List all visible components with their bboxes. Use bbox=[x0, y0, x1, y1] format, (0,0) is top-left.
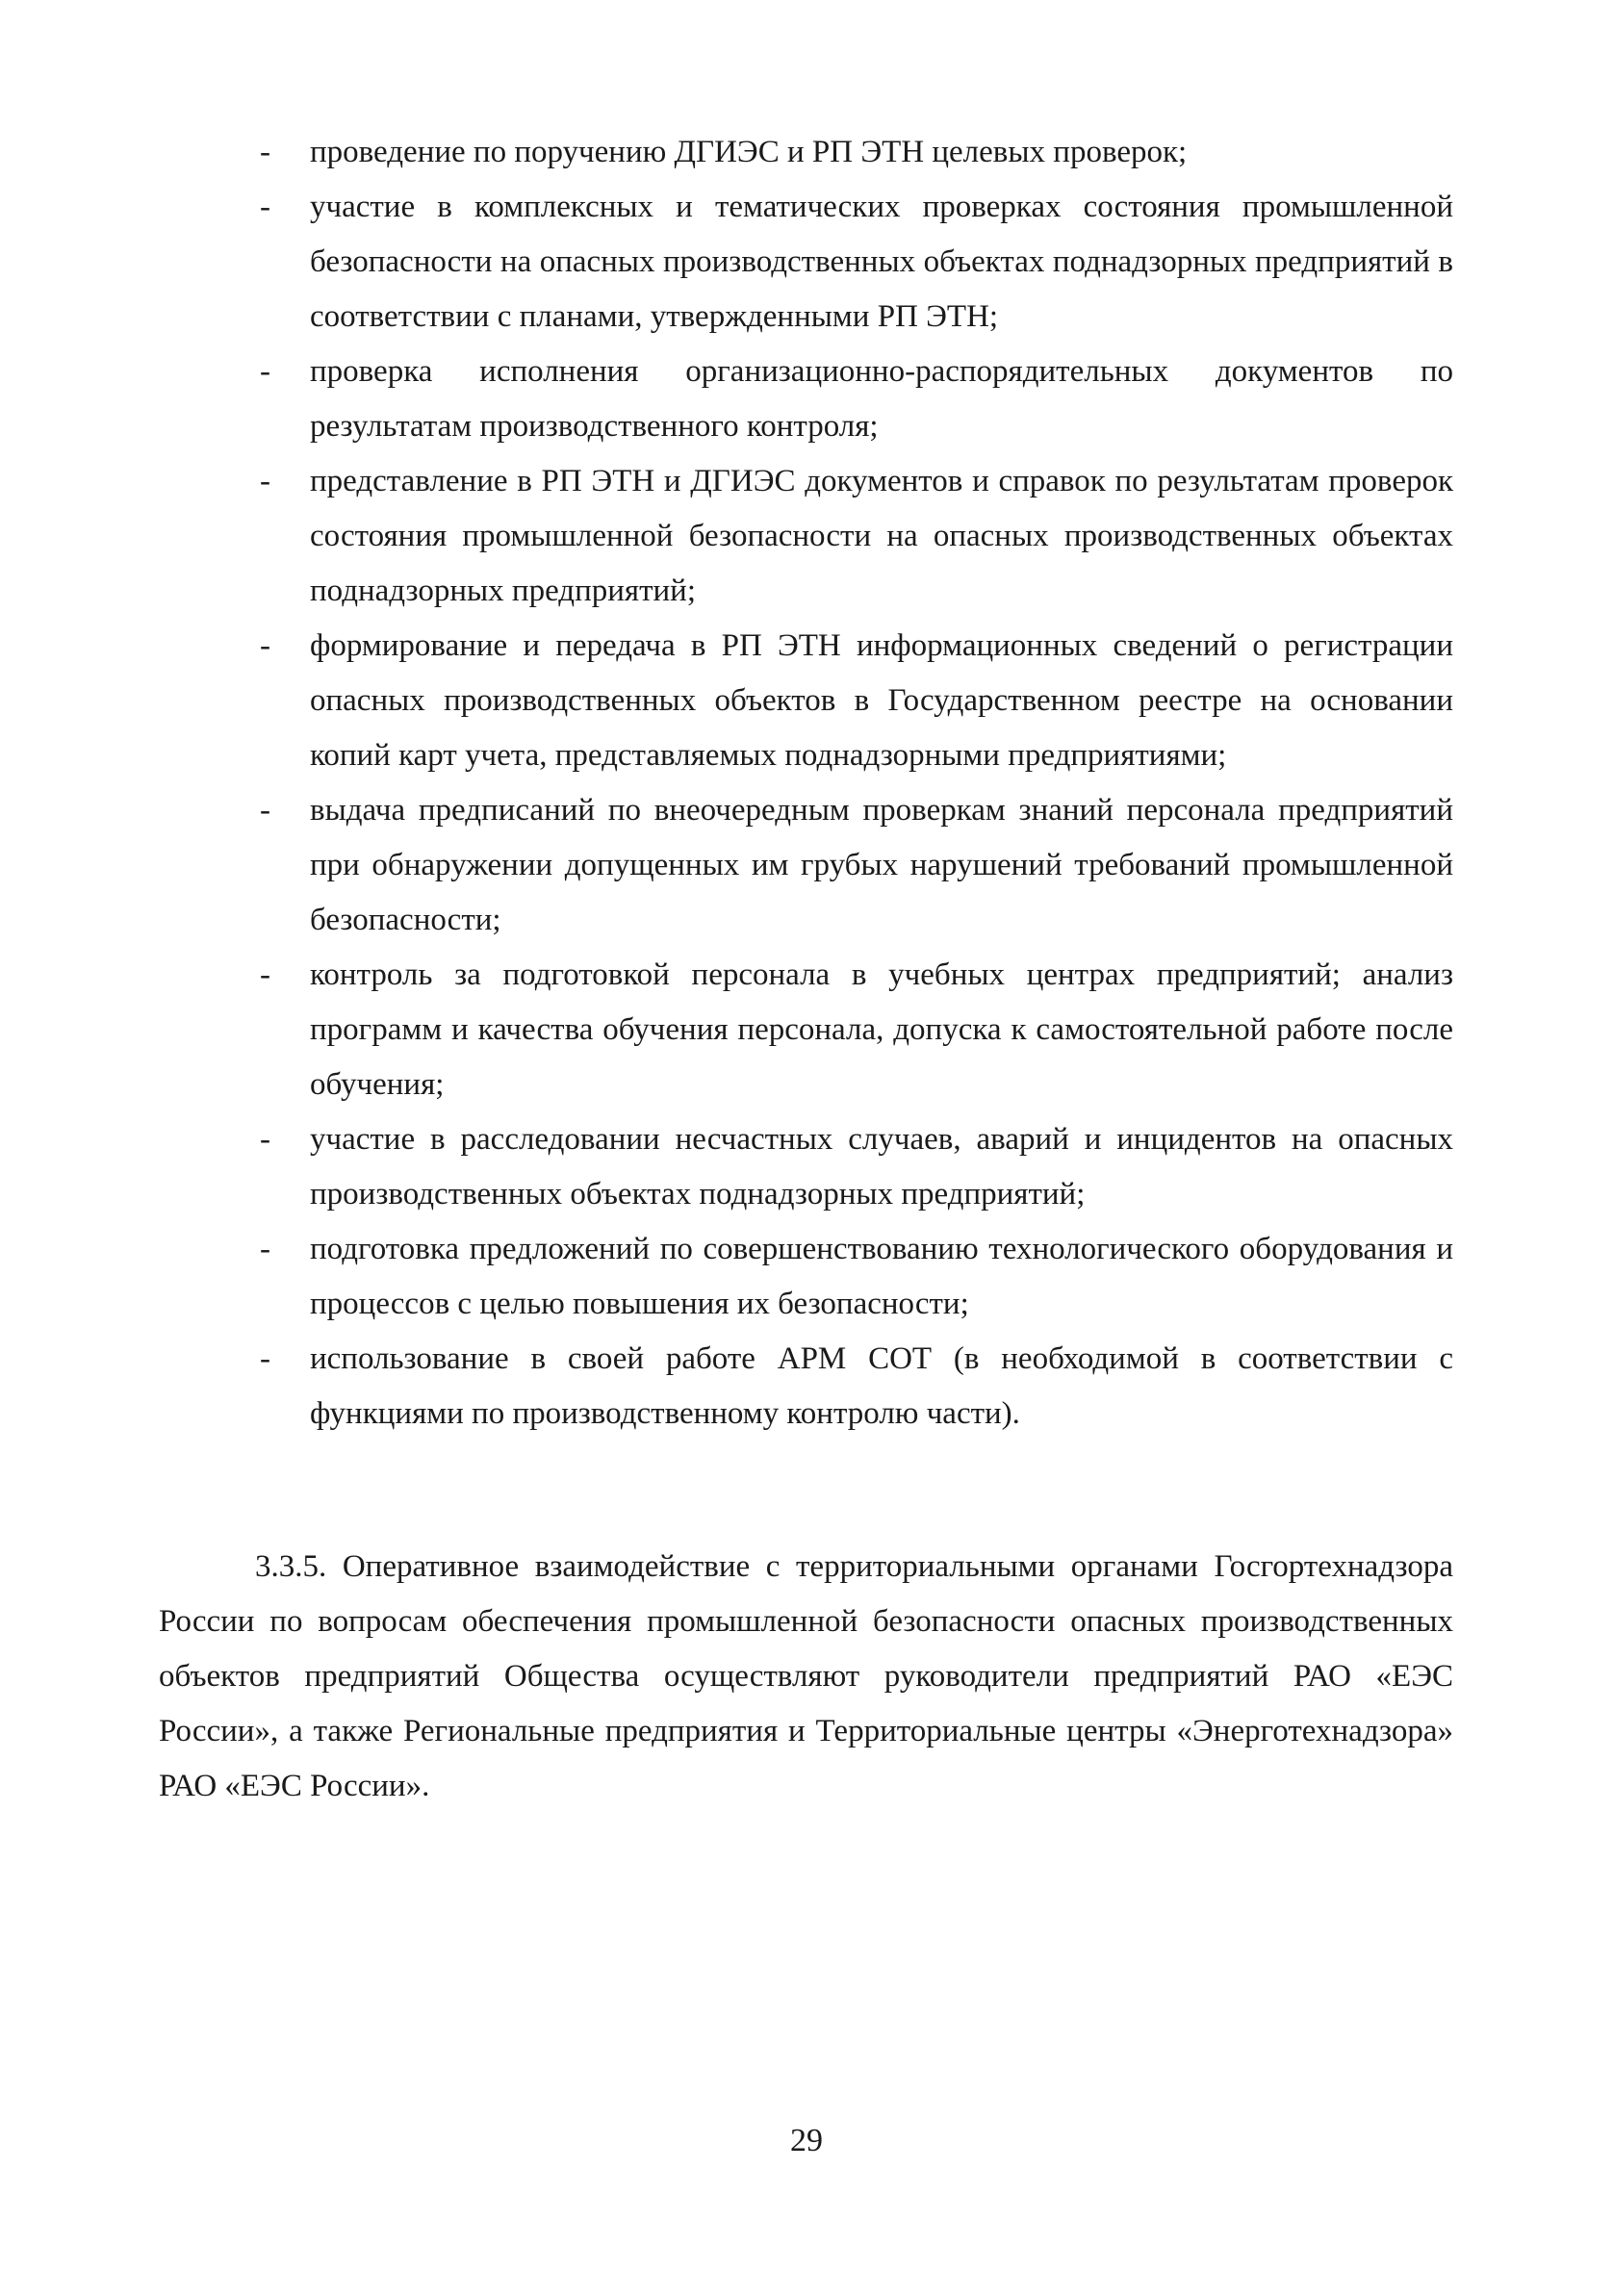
list-bullet-dash: - bbox=[260, 957, 270, 992]
page-number: 29 bbox=[790, 2123, 823, 2158]
list-item-text: выдача предписаний по внеочередным проверкам знаний персонала предприятий при обнаружении допущенных им грубых нарушений требований промышленной безопасности; bbox=[310, 793, 1453, 937]
list-item bbox=[260, 344, 1453, 454]
list-item-text: проведение по поручению ДГИЭС и РП ЭТН целевых проверок; bbox=[310, 135, 1188, 169]
list-item-text: использование в своей работе АРМ СОТ (в необходимой в соответствии с функциями по производственному контролю части). bbox=[310, 1341, 1453, 1431]
list-bullet-dash: - bbox=[260, 793, 270, 828]
list-item-text: участие в расследовании несчастных случаев, аварий и инцидентов на опасных производственных объектах поднадзорных предприятий; bbox=[310, 1122, 1453, 1212]
list-item bbox=[260, 180, 1453, 344]
duties-list bbox=[260, 125, 1453, 1441]
list-item bbox=[260, 619, 1453, 783]
list-bullet-dash: - bbox=[260, 1232, 270, 1266]
list-item-text: контроль за подготовкой персонала в учебных центрах предприятий; анализ программ и качества обучения персонала, допуска к самостоятельной работе после обучения; bbox=[310, 957, 1453, 1102]
list-item-text: подготовка предложений по совершенствованию технологического оборудования и процессов с целью повышения их безопасности; bbox=[310, 1232, 1453, 1321]
list-item bbox=[260, 1332, 1453, 1441]
list-bullet-dash: - bbox=[260, 354, 270, 389]
list-bullet-dash: - bbox=[260, 135, 270, 169]
list-bullet-dash: - bbox=[260, 1122, 270, 1157]
list-bullet-dash: - bbox=[260, 628, 270, 663]
list-bullet-dash: - bbox=[260, 464, 270, 498]
list-bullet-dash: - bbox=[260, 1341, 270, 1376]
list-item bbox=[260, 948, 1453, 1112]
section-3-3-5-paragraph: 3.3.5. Оперативное взаимодействие с территориальными органами Госгортехнадзора России по вопросам обеспечения промышленной безопасности опасных производственных объектов предприятий Общества осуществляют руководители предприятий РАО «ЕЭС России», а также Региональные предприятия и Территориальные центры «Энерготехнадзора» РАО «ЕЭС России». bbox=[159, 1549, 1453, 1803]
list-item-text: формирование и передача в РП ЭТН информационных сведений о регистрации опасных производственных объектов в Государственном реестре на основании копий карт учета, представляемых поднадзорными предприятиями; bbox=[310, 628, 1453, 773]
list-item-text: проверка исполнения организационно-распорядительных документов по результатам производственного контроля; bbox=[310, 354, 1453, 444]
list-bullet-dash: - bbox=[260, 190, 270, 224]
list-item bbox=[260, 783, 1453, 948]
list-item bbox=[260, 1112, 1453, 1222]
list-item bbox=[260, 125, 1453, 180]
list-item bbox=[260, 1222, 1453, 1332]
list-item bbox=[260, 454, 1453, 619]
list-item-text: участие в комплексных и тематических проверках состояния промышленной безопасности на опасных производственных объектах поднадзорных предприятий в соответствии с планами, утвержденными РП ЭТН; bbox=[310, 190, 1453, 334]
list-item-text: представление в РП ЭТН и ДГИЭС документов и справок по результатам проверок состояния промышленной безопасности на опасных производственных объектах поднадзорных предприятий; bbox=[310, 464, 1453, 608]
